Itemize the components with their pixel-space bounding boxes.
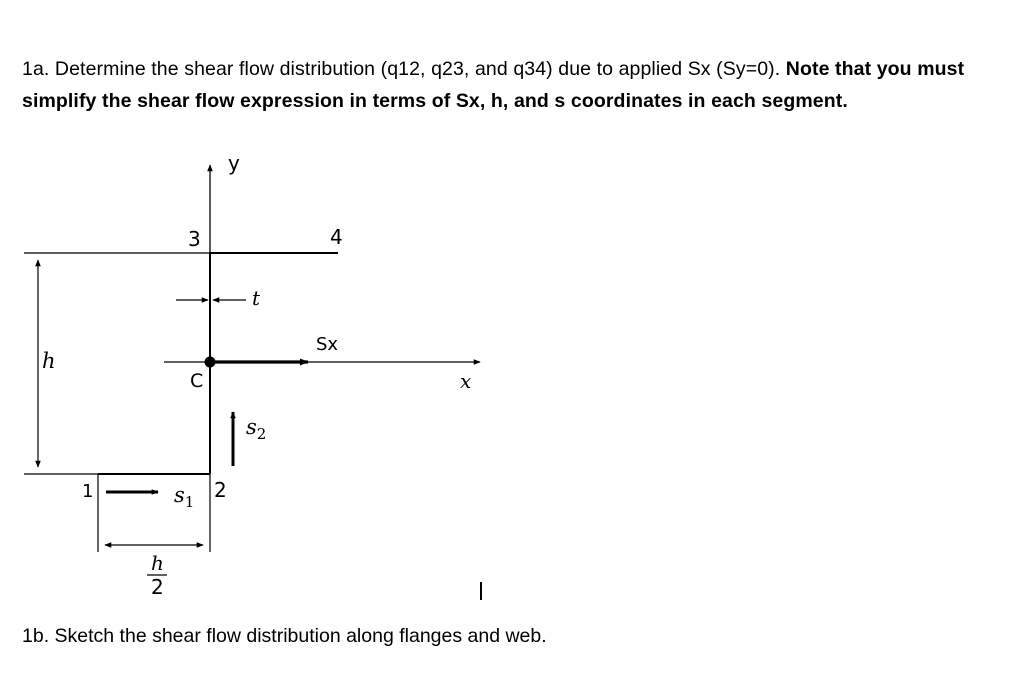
s2-label: $s_2$ <box>246 415 267 443</box>
node-2-label: 2 <box>214 478 227 502</box>
centroid-label: C <box>190 370 204 392</box>
question-1a-text: 1a. Determine the shear flow distribution (q12, q23, and q34) due to applied Sx (Sy=0). <box>22 58 786 80</box>
height-label: h <box>42 349 56 373</box>
sx-label: Sx <box>316 334 339 355</box>
z-section-diagram <box>0 140 1024 610</box>
question-1a-note: Note that you must simplify the shear flow expression in terms of Sx, h, and s coordinates in each segment. <box>22 58 965 112</box>
thickness-label: t <box>252 286 261 310</box>
text-cursor <box>480 582 482 600</box>
question-1b: 1b. Sketch the shear flow distribution along flanges and web. <box>22 625 547 647</box>
question-1a <box>22 53 1012 117</box>
node-3-label: 3 <box>188 227 201 251</box>
centroid-dot <box>205 357 216 368</box>
s1-label: $s_1$ <box>174 483 195 511</box>
y-axis-label: y <box>228 151 240 175</box>
x-axis-label: x <box>460 369 472 393</box>
node-1-label: 1 <box>82 481 94 502</box>
flange-width-denominator: 2 <box>151 575 164 599</box>
flange-width-numerator: h <box>151 551 164 575</box>
node-4-label: 4 <box>330 225 343 249</box>
